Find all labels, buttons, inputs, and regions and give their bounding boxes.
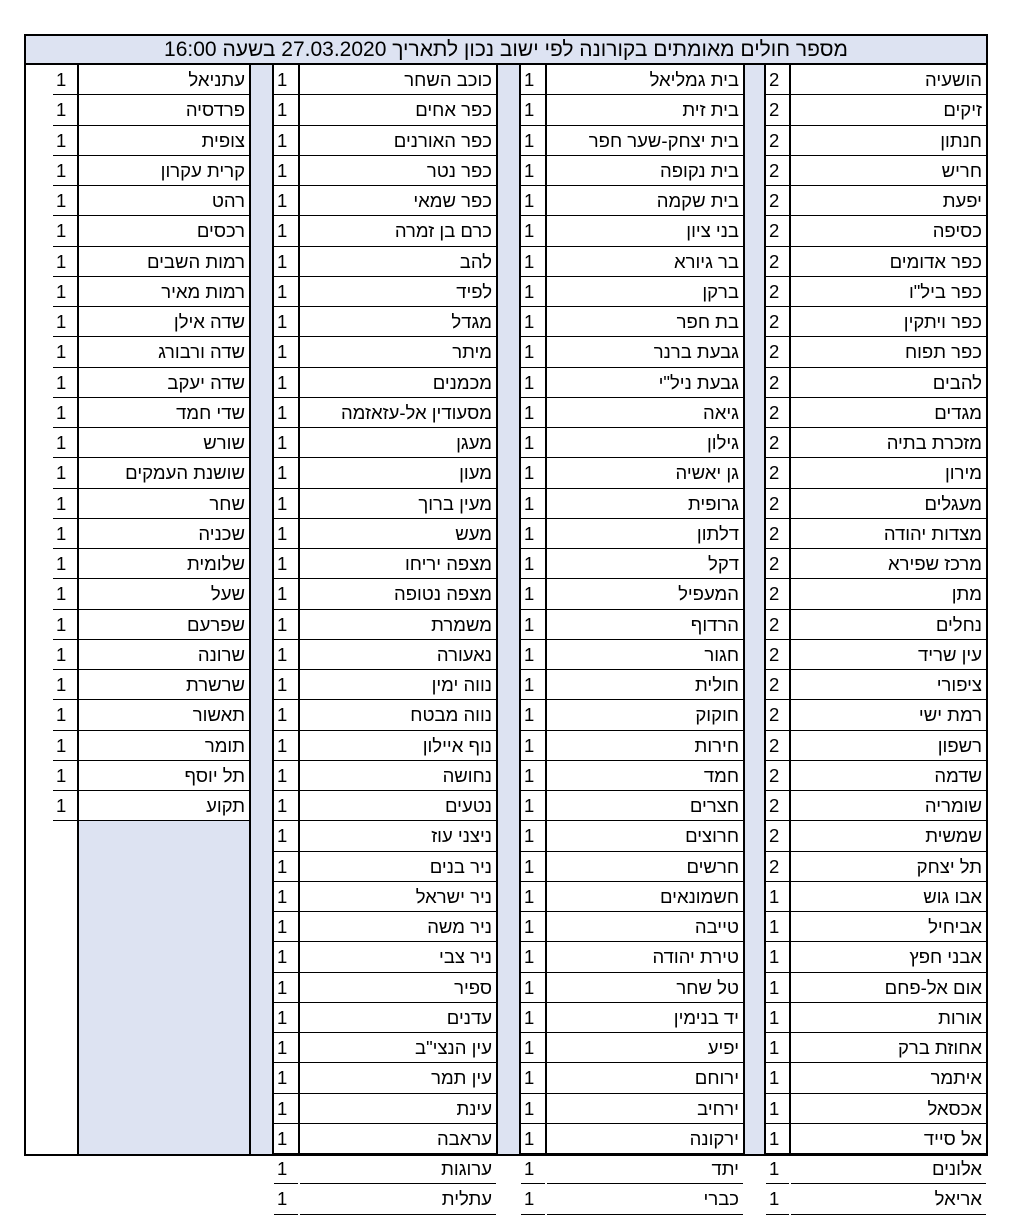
case-count: 1 — [274, 186, 298, 216]
case-count: 1 — [521, 700, 545, 730]
case-count: 1 — [53, 610, 77, 640]
case-count: 1 — [521, 882, 545, 912]
locality-name: אכסאל — [791, 1094, 986, 1124]
case-count: 1 — [521, 398, 545, 428]
locality-name: כברי — [547, 1184, 743, 1214]
case-count: 2 — [766, 186, 789, 216]
case-count: 1 — [274, 731, 298, 761]
case-count: 1 — [521, 368, 545, 398]
case-count: 1 — [521, 549, 545, 579]
locality-name: כפר אדומים — [791, 247, 986, 277]
locality-name: שדי חמד — [79, 398, 249, 428]
case-count: 1 — [274, 821, 298, 851]
case-count: 1 — [521, 489, 545, 519]
locality-name: כפר האורנים — [300, 126, 496, 156]
locality-name: שכניה — [79, 519, 249, 549]
case-count: 1 — [521, 579, 545, 609]
case-count: 1 — [521, 761, 545, 791]
case-count: 1 — [521, 670, 545, 700]
case-count: 1 — [274, 1033, 298, 1063]
case-count: 2 — [766, 65, 789, 95]
case-count: 1 — [53, 126, 77, 156]
locality-name: חירות — [547, 731, 743, 761]
case-count: 2 — [766, 247, 789, 277]
locality-name: בית יצחק-שער חפר — [547, 126, 743, 156]
locality-name: נטעים — [300, 791, 496, 821]
case-count: 1 — [53, 761, 77, 791]
locality-name: שרשרת — [79, 670, 249, 700]
case-count: 1 — [766, 1033, 789, 1063]
column-separator — [249, 65, 274, 1154]
case-count: 1 — [274, 307, 298, 337]
case-count: 1 — [521, 95, 545, 125]
locality-name: עין שריד — [791, 640, 986, 670]
locality-name-column — [79, 65, 249, 1154]
locality-name: פרדסיה — [79, 95, 249, 125]
locality-name: שורש — [79, 428, 249, 458]
case-count: 1 — [521, 65, 545, 95]
case-count: 1 — [521, 1094, 545, 1124]
case-count: 1 — [521, 428, 545, 458]
locality-name: רמות מאיר — [79, 277, 249, 307]
case-count: 1 — [521, 821, 545, 851]
column-separator — [743, 65, 766, 1154]
case-count: 1 — [53, 489, 77, 519]
column-group-4 — [26, 65, 249, 1154]
locality-name: יד בנימין — [547, 1003, 743, 1033]
case-count: 2 — [766, 519, 789, 549]
locality-name: עדנים — [300, 1003, 496, 1033]
locality-name: אריאל — [791, 1184, 986, 1214]
case-count: 1 — [53, 731, 77, 761]
locality-name: רהט — [79, 186, 249, 216]
case-count: 1 — [521, 973, 545, 1003]
column-group-1 — [743, 65, 986, 1210]
case-count: 2 — [766, 640, 789, 670]
case-count: 1 — [521, 942, 545, 972]
case-count: 1 — [53, 368, 77, 398]
locality-name: ירקונה — [547, 1124, 743, 1154]
case-count: 1 — [521, 852, 545, 882]
locality-name: בת חפר — [547, 307, 743, 337]
locality-name: בית שקמה — [547, 186, 743, 216]
locality-name: מכמנים — [300, 368, 496, 398]
locality-name: מרכז שפירא — [791, 549, 986, 579]
locality-name: כפר אחים — [300, 95, 496, 125]
locality-name: טירת יהודה — [547, 942, 743, 972]
locality-name: ירוחם — [547, 1063, 743, 1093]
case-count: 1 — [274, 519, 298, 549]
locality-name: אל סייד — [791, 1124, 986, 1154]
locality-name: שמשית — [791, 821, 986, 851]
case-count: 1 — [274, 942, 298, 972]
locality-name: עראבה — [300, 1124, 496, 1154]
locality-name: רשפון — [791, 731, 986, 761]
case-count: 2 — [766, 761, 789, 791]
case-count: 1 — [274, 1094, 298, 1124]
case-count: 1 — [521, 186, 545, 216]
case-count: 1 — [766, 1094, 789, 1124]
locality-name: מתן — [791, 579, 986, 609]
case-count: 1 — [53, 428, 77, 458]
case-count: 1 — [274, 1003, 298, 1033]
locality-name: ציפורי — [791, 670, 986, 700]
locality-name: שדה ורבורג — [79, 337, 249, 367]
case-count: 1 — [766, 1063, 789, 1093]
locality-name: אבני חפץ — [791, 942, 986, 972]
case-count: 1 — [53, 458, 77, 488]
case-count: 1 — [766, 942, 789, 972]
case-count: 1 — [274, 95, 298, 125]
locality-name: רמת ישי — [791, 700, 986, 730]
case-count: 1 — [53, 700, 77, 730]
case-count: 1 — [53, 95, 77, 125]
locality-name: בית נקופה — [547, 156, 743, 186]
case-count: 1 — [53, 307, 77, 337]
table-grid — [26, 65, 986, 1210]
locality-name: חשמונאים — [547, 882, 743, 912]
locality-name: חרשים — [547, 852, 743, 882]
locality-name: אלונים — [791, 1154, 986, 1184]
locality-name: יפעת — [791, 186, 986, 216]
case-count: 1 — [274, 912, 298, 942]
case-count: 1 — [766, 882, 789, 912]
locality-name: עינת — [300, 1094, 496, 1124]
case-count: 1 — [274, 579, 298, 609]
locality-name: ירחיב — [547, 1094, 743, 1124]
locality-name: נווה ימין — [300, 670, 496, 700]
case-count: 1 — [53, 186, 77, 216]
locality-name: חולית — [547, 670, 743, 700]
locality-name: כפר ביל"ו — [791, 277, 986, 307]
case-count: 1 — [274, 65, 298, 95]
locality-name: בית זית — [547, 95, 743, 125]
locality-name: ברקן — [547, 277, 743, 307]
locality-name: טייבה — [547, 912, 743, 942]
locality-name: חריש — [791, 156, 986, 186]
case-count: 1 — [766, 912, 789, 942]
case-count: 2 — [766, 337, 789, 367]
locality-name-column — [791, 65, 986, 1210]
case-count: 2 — [766, 700, 789, 730]
locality-name: תל יוסף — [79, 761, 249, 791]
locality-name: מעגן — [300, 428, 496, 458]
locality-name: גן יאשיה — [547, 458, 743, 488]
locality-name: מירון — [791, 458, 986, 488]
locality-name: בני ציון — [547, 216, 743, 246]
case-count: 1 — [274, 640, 298, 670]
locality-name: עין תמר — [300, 1063, 496, 1093]
case-count: 2 — [766, 670, 789, 700]
locality-name: שדה יעקב — [79, 368, 249, 398]
locality-name: אביחיל — [791, 912, 986, 942]
case-count: 2 — [766, 277, 789, 307]
locality-name: שלומית — [79, 549, 249, 579]
case-count: 2 — [766, 368, 789, 398]
locality-name: מעון — [300, 458, 496, 488]
locality-name: כפר שמאי — [300, 186, 496, 216]
locality-name: משמרת — [300, 610, 496, 640]
case-count: 2 — [766, 428, 789, 458]
locality-name: מגדל — [300, 307, 496, 337]
case-count: 1 — [274, 761, 298, 791]
case-count: 2 — [766, 398, 789, 428]
locality-name: נחושה — [300, 761, 496, 791]
locality-name: חרוצים — [547, 821, 743, 851]
locality-name: טל שחר — [547, 973, 743, 1003]
locality-name: יתד — [547, 1154, 743, 1184]
case-count: 1 — [274, 1184, 298, 1214]
case-count: 1 — [274, 489, 298, 519]
locality-name: כרם בן זמרה — [300, 216, 496, 246]
case-count: 1 — [521, 247, 545, 277]
case-count: 2 — [766, 216, 789, 246]
locality-name: לפיד — [300, 277, 496, 307]
locality-name: נחלים — [791, 610, 986, 640]
case-count: 1 — [766, 1003, 789, 1033]
case-count: 1 — [53, 398, 77, 428]
case-count: 1 — [274, 277, 298, 307]
locality-name: מיתר — [300, 337, 496, 367]
case-count: 2 — [766, 458, 789, 488]
case-count: 1 — [521, 1063, 545, 1093]
locality-name: ניצני עוז — [300, 821, 496, 851]
locality-name: מסעודין אל-עזאזמה — [300, 398, 496, 428]
case-count: 1 — [274, 549, 298, 579]
locality-name: ניר צבי — [300, 942, 496, 972]
locality-name: ניר משה — [300, 912, 496, 942]
case-count: 1 — [766, 1124, 789, 1154]
case-count: 1 — [521, 1154, 545, 1184]
case-count: 2 — [766, 852, 789, 882]
case-count: 1 — [53, 670, 77, 700]
locality-name: ספיר — [300, 973, 496, 1003]
locality-name: גילון — [547, 428, 743, 458]
locality-name: אום אל-פחם — [791, 973, 986, 1003]
column-group-3 — [249, 65, 496, 1210]
case-count: 2 — [766, 307, 789, 337]
case-count: 2 — [766, 821, 789, 851]
locality-name: המעפיל — [547, 579, 743, 609]
case-count: 1 — [53, 156, 77, 186]
locality-name: מעגלים — [791, 489, 986, 519]
case-count: 1 — [274, 852, 298, 882]
locality-name: גבעת ברנר — [547, 337, 743, 367]
case-count: 1 — [521, 156, 545, 186]
locality-name: עתלית — [300, 1184, 496, 1214]
case-count: 1 — [521, 519, 545, 549]
locality-name: להבים — [791, 368, 986, 398]
case-count: 2 — [766, 126, 789, 156]
case-count: 2 — [766, 549, 789, 579]
locality-name: זיקים — [791, 95, 986, 125]
locality-name: שדה אילן — [79, 307, 249, 337]
case-count: 1 — [274, 216, 298, 246]
locality-name: גרופית — [547, 489, 743, 519]
locality-name: גבעת ניל"י — [547, 368, 743, 398]
locality-name: יפיע — [547, 1033, 743, 1063]
locality-name: עין הנצי"ב — [300, 1033, 496, 1063]
case-count: 1 — [521, 640, 545, 670]
locality-name: גיאה — [547, 398, 743, 428]
locality-name: הושעיה — [791, 65, 986, 95]
case-count-column — [521, 65, 547, 1210]
case-count: 1 — [274, 247, 298, 277]
locality-name: תאשור — [79, 700, 249, 730]
locality-name: נוף איילון — [300, 731, 496, 761]
case-count: 1 — [521, 1003, 545, 1033]
locality-name: מצדות יהודה — [791, 519, 986, 549]
case-count: 1 — [521, 731, 545, 761]
locality-name: רמות השבים — [79, 247, 249, 277]
locality-name: ניר בנים — [300, 852, 496, 882]
case-count: 2 — [766, 489, 789, 519]
case-count: 1 — [521, 1033, 545, 1063]
locality-name: נאעורה — [300, 640, 496, 670]
case-count: 1 — [53, 640, 77, 670]
locality-name: ניר ישראל — [300, 882, 496, 912]
case-count: 1 — [766, 1154, 789, 1184]
locality-name: כפר תפוח — [791, 337, 986, 367]
locality-name-column — [547, 65, 743, 1210]
locality-name: מצפה נטופה — [300, 579, 496, 609]
case-count: 1 — [766, 973, 789, 1003]
locality-name: חגור — [547, 640, 743, 670]
case-count-column — [766, 65, 791, 1210]
locality-name: אבו גוש — [791, 882, 986, 912]
case-count: 1 — [53, 277, 77, 307]
locality-name: נווה מבטח — [300, 700, 496, 730]
case-count: 2 — [766, 579, 789, 609]
case-count: 1 — [274, 156, 298, 186]
table-title: מספר חולים מאומתים בקורונה לפי ישוב נכון לתאריך 27.03.2020 בשעה 16:00 — [26, 36, 986, 65]
case-count: 1 — [274, 700, 298, 730]
case-count: 1 — [274, 610, 298, 640]
locality-name: חמד — [547, 761, 743, 791]
locality-name: צופית — [79, 126, 249, 156]
locality-name: כפר ויתקין — [791, 307, 986, 337]
locality-name: אורות — [791, 1003, 986, 1033]
locality-name: שעל — [79, 579, 249, 609]
locality-name: איתמר — [791, 1063, 986, 1093]
case-count: 1 — [274, 428, 298, 458]
case-count: 1 — [274, 973, 298, 1003]
locality-name: מצפה יריחו — [300, 549, 496, 579]
localities-table — [24, 34, 988, 1210]
locality-name: קרית עקרון — [79, 156, 249, 186]
locality-name: מגדים — [791, 398, 986, 428]
case-count: 1 — [274, 1124, 298, 1154]
locality-name: שומריה — [791, 791, 986, 821]
locality-name: שושנת העמקים — [79, 458, 249, 488]
case-count: 1 — [53, 549, 77, 579]
case-count: 1 — [521, 277, 545, 307]
locality-name: להב — [300, 247, 496, 277]
case-count-column — [53, 65, 79, 1154]
locality-name: שחר — [79, 489, 249, 519]
case-count: 1 — [53, 519, 77, 549]
locality-name: עתניאל — [79, 65, 249, 95]
empty-area — [79, 821, 249, 1154]
case-count: 1 — [521, 791, 545, 821]
case-count: 2 — [766, 156, 789, 186]
case-count: 1 — [521, 458, 545, 488]
locality-name: כפר נטר — [300, 156, 496, 186]
case-count: 1 — [521, 307, 545, 337]
case-count: 1 — [274, 458, 298, 488]
locality-name: מעש — [300, 519, 496, 549]
locality-name: דקל — [547, 549, 743, 579]
case-count-column — [274, 65, 300, 1210]
case-count: 1 — [521, 337, 545, 367]
locality-name: חוקוק — [547, 700, 743, 730]
case-count: 1 — [274, 882, 298, 912]
locality-name: חצרים — [547, 791, 743, 821]
locality-name: תומר — [79, 731, 249, 761]
column-separator — [496, 65, 521, 1154]
locality-name: תל יצחק — [791, 852, 986, 882]
column-group-2 — [496, 65, 743, 1210]
locality-name: תקוע — [79, 791, 249, 821]
locality-name: שפרעם — [79, 610, 249, 640]
case-count: 1 — [766, 1184, 789, 1214]
case-count: 1 — [274, 398, 298, 428]
locality-name: שרונה — [79, 640, 249, 670]
locality-name: הרדוף — [547, 610, 743, 640]
case-count: 1 — [274, 368, 298, 398]
locality-name: חנתון — [791, 126, 986, 156]
case-count: 2 — [766, 95, 789, 125]
case-count: 1 — [521, 1124, 545, 1154]
case-count: 1 — [521, 1184, 545, 1214]
case-count: 1 — [274, 791, 298, 821]
case-count: 2 — [766, 731, 789, 761]
locality-name: דלתון — [547, 519, 743, 549]
locality-name: ערוגות — [300, 1154, 496, 1184]
case-count: 1 — [521, 216, 545, 246]
locality-name-column — [300, 65, 496, 1210]
locality-name: שדמה — [791, 761, 986, 791]
locality-name: אחוזת ברק — [791, 1033, 986, 1063]
case-count: 1 — [53, 337, 77, 367]
locality-name: מעין ברוך — [300, 489, 496, 519]
case-count: 1 — [53, 579, 77, 609]
case-count: 1 — [53, 247, 77, 277]
case-count: 1 — [521, 912, 545, 942]
case-count: 2 — [766, 791, 789, 821]
case-count: 1 — [53, 216, 77, 246]
locality-name: מזכרת בתיה — [791, 428, 986, 458]
case-count: 1 — [274, 1063, 298, 1093]
locality-name: בר גיורא — [547, 247, 743, 277]
case-count: 1 — [53, 65, 77, 95]
case-count: 1 — [521, 610, 545, 640]
case-count: 1 — [274, 1154, 298, 1184]
case-count: 1 — [53, 791, 77, 821]
case-count: 1 — [521, 126, 545, 156]
locality-name: כוכב השחר — [300, 65, 496, 95]
locality-name: כסיפה — [791, 216, 986, 246]
locality-name: רכסים — [79, 216, 249, 246]
case-count: 1 — [274, 670, 298, 700]
case-count: 1 — [274, 337, 298, 367]
case-count: 2 — [766, 610, 789, 640]
case-count: 1 — [274, 126, 298, 156]
locality-name: בית גמליאל — [547, 65, 743, 95]
